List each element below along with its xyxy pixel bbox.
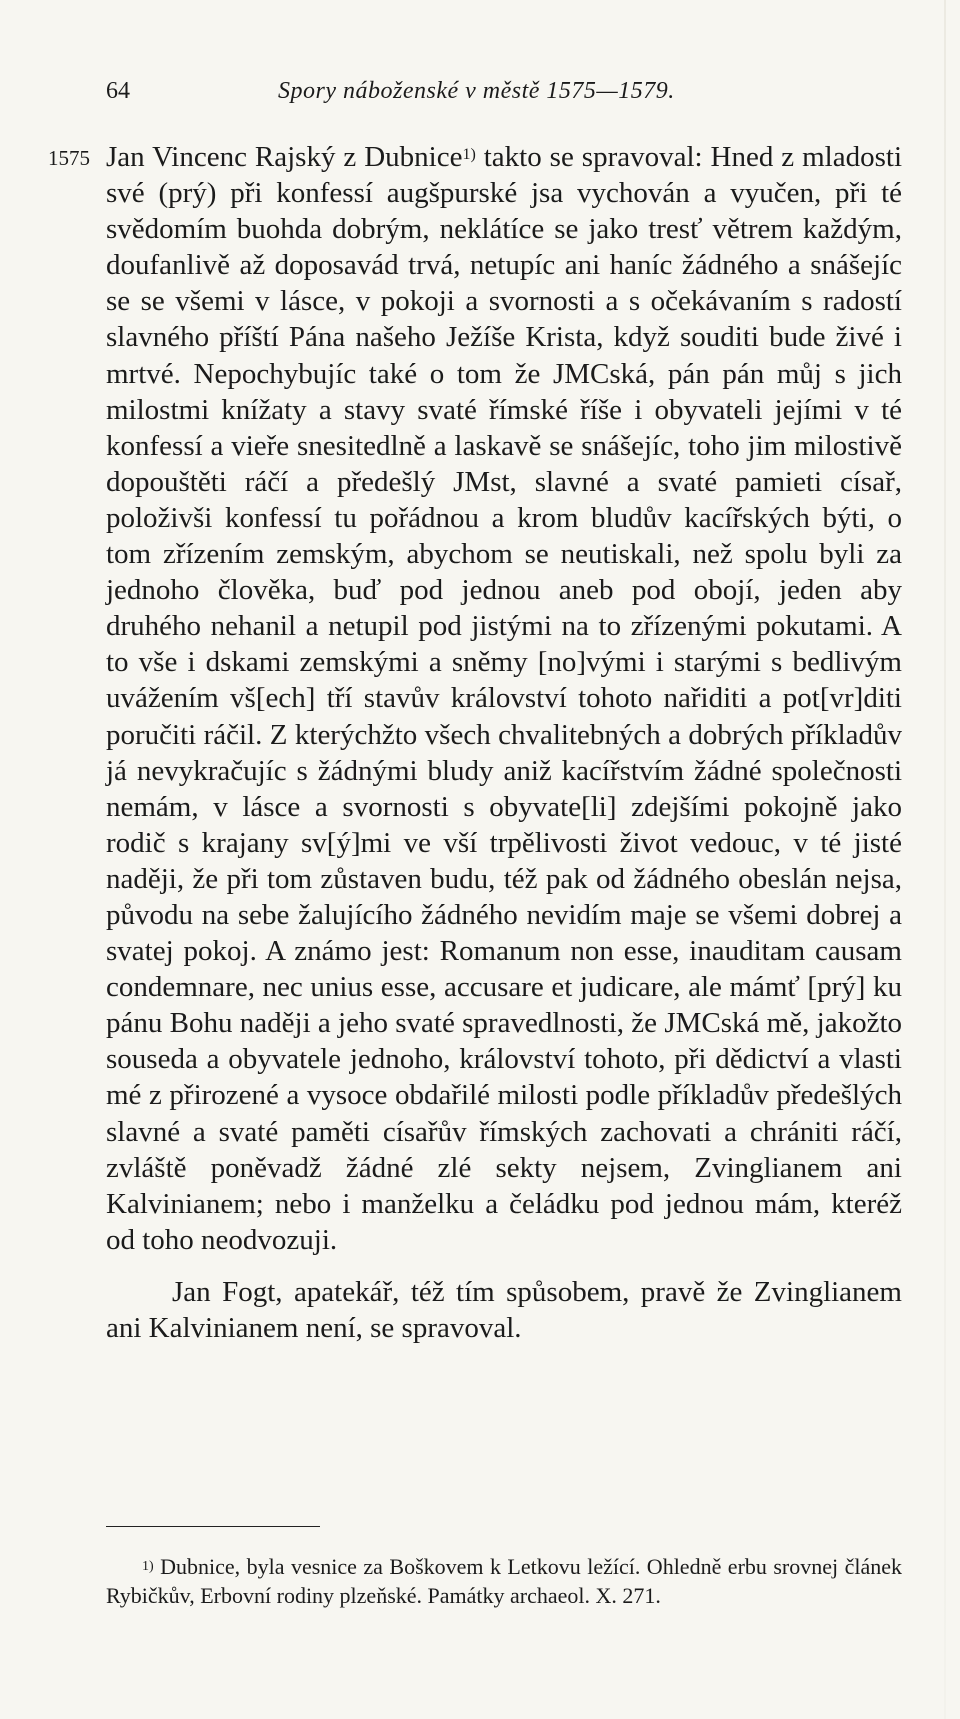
page-number: 64: [106, 78, 130, 104]
footnote-reference[interactable]: 1): [462, 146, 476, 163]
paragraph-1-text: takto se spravoval: Hned z mladosti své (prý) při konfessí augšpurské jsa vychován a vyučen, při té svědomím buohda dobrým, neklátíce se jako tresť větrem každým, doufanlivě až doposavád trvá, netupíc ani haníc žádného a snášejíc se se všemi v lásce, v pokoji a svornosti a s očekávaním s radostí slavného příští Pána našeho Ježíše Krista, když souditi bude živé i mrtvé. Nepochybujíc také o tom že JMCská, pán pán můj s jich milostmi knížaty a stavy svaté římské říše i obyvateli jejími v té konfessí a vieře snesitedlně a laskavě se snášejíc, toho jim milostivě dopouštěti ráčí a předešlý JMst, slavné a svaté pamieti císař, položivši konfessí tu pořádnou a krom bludův kacířských býti, o tom zřízením zemským, abychom se neutiskali, než spolu byli za jednoho člověka, buď pod jednou aneb pod obojí, jeden aby druhého nehanil a netupil pod jistými na to zřízenými pokutami. A to vše i dskami zemskými a sněmy [no]vými i starými s bedlivým uvážením vš[ech] tří stavův království tohoto nařiditi a pot[vr]diti poručiti ráčil. Z kterýchžto všech chvalitebných a dobrých příkladův já nevykračujíc s žádnými bludy aniž kacířstvím žádné společnosti nemám, v lásce a svornosti s obyvate[li] zdejšími pokojně jako rodič s krajany sv[ý]mi ve vší trpělivosti život vedouc, v té jisté naději, že při tom zůstaven budu, též pak od žádného obeslán nejsa, původu na sebe žalujícího žádného nevidím maje se všemi dobrej a svatej pokoj. A známo jest: Romanum non esse, inauditam causam condemnare, nec unius esse, accusare et judicare, ale mámť [prý] ku pánu Bohu naději a jeho svaté spravedlnosti, že JMCská mě, jakožto souseda a obyvatele jednoho, království tohoto, při dědictví a vlasti mé z přirozené a vysoce obdařilé milosti podle příkladův předešlých slavné a svaté paměti císařův římských zachovati a chrániti ráčí, zvláště poněvadž žádné zlé sekty nejsem, Zvinglianem ani Kalvinianem; nebo i manželku a čeládku pod jednou mám, kteréž od toho neodvozuji.: [106, 141, 902, 1256]
footnote-marker: 1): [142, 1559, 154, 1574]
footnote-divider: [106, 1526, 320, 1527]
margin-year: 1575: [48, 146, 90, 170]
footnote-body: Dubnice, byla vesnice za Boškovem k Letkovu ležící. Ohledně erbu srovnej článek Rybičkův, Erbovní rodiny plzeňské. Památky archaeol. X. 271.: [106, 1554, 902, 1608]
body-text: [106, 139, 902, 1346]
paragraph-2: Jan Fogt, apatekář, též tím spůsobem, pravě že Zvinglianem ani Kalvinianem není, se spravoval.: [106, 1275, 902, 1344]
running-title: Spory náboženské v městě 1575—1579.: [278, 78, 675, 104]
paragraph-1-lead: Jan Vincenc Rajský z Dubnice: [106, 141, 463, 173]
footnote-text: [106, 1552, 902, 1610]
footnote: [106, 1552, 902, 1610]
page-edge-shadow: [944, 0, 946, 1719]
paragraph-1: [106, 139, 902, 1258]
page-header: [106, 78, 806, 108]
